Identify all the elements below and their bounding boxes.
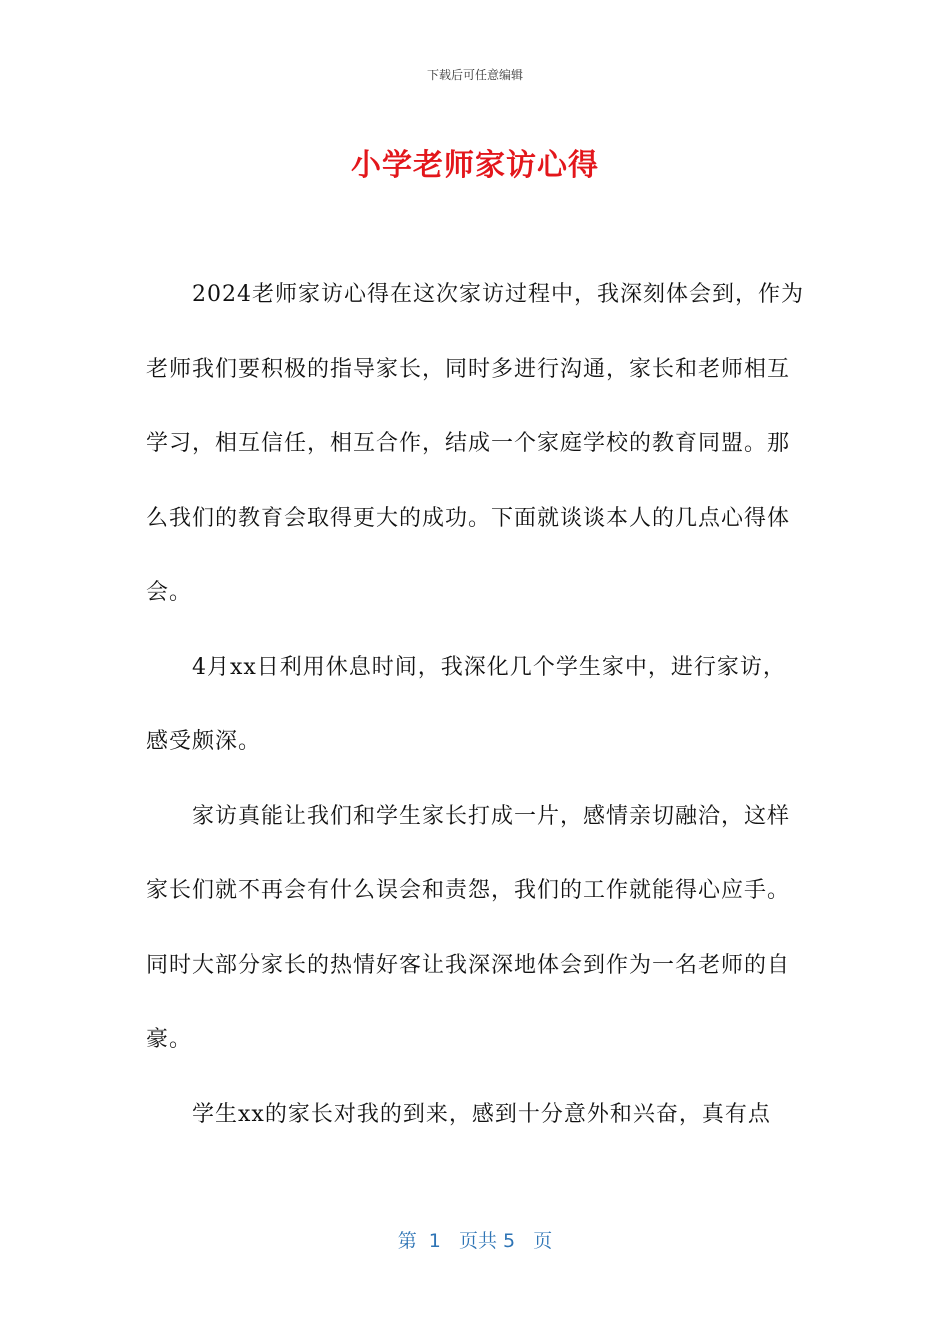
paragraph: 学生xx的家长对我的到来，感到十分意外和兴奋，真有点 — [192, 1101, 771, 1127]
header-note: 下载后可任意编辑 — [426, 68, 523, 82]
paragraph: 家访真能让我们和学生家长打成一片，感情亲切融洽，这样家长们就不再会有什么误会和责怨，我们的工作就能得心应手。同时大部分家长的热情好客让我深深地体会到作为一名老师的自豪。 — [146, 803, 791, 1052]
paragraph: 4月xx日利用休息时间，我深化几个学生家中，进行家访，感受颇深。 — [146, 654, 786, 754]
document-body — [146, 258, 806, 1152]
document-title: 小学老师家访心得 — [351, 148, 599, 183]
paragraph: 2024老师家访心得在这次家访过程中，我深刻体会到，作为老师我们要积极的指导家长，同时多进行沟通，家长和老师相互学习，相互信任，相互合作，结成一个家庭学校的教育同盟。那么我们的教育会取得更大的成功。下面就谈谈本人的几点心得体会。 — [146, 282, 804, 605]
page-number-footer: 第 1 页共 5 页 — [397, 1230, 553, 1252]
